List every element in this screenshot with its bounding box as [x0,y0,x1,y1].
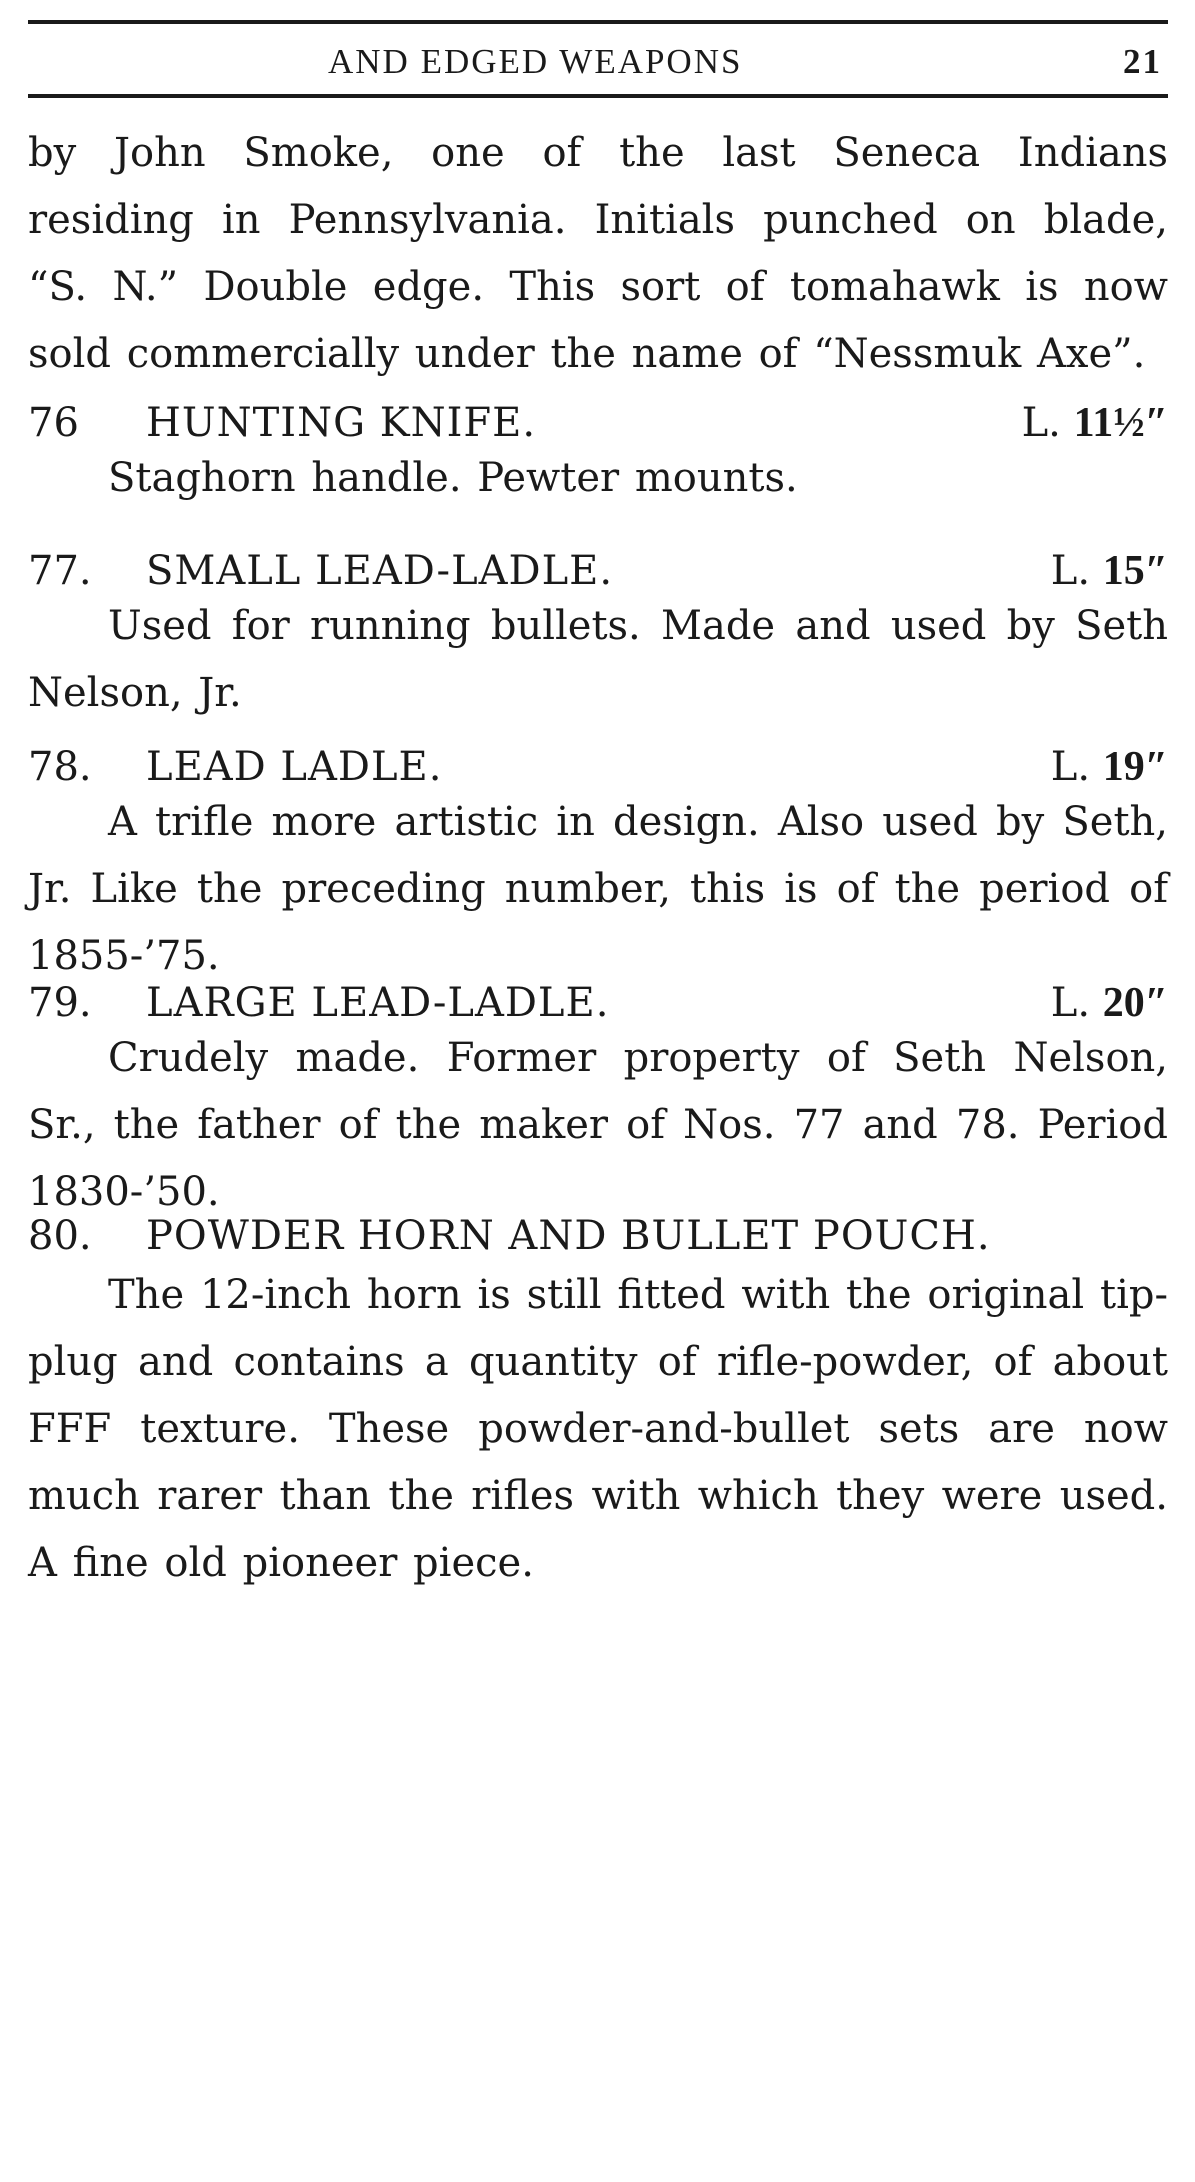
entry-heading [28,1203,1168,1270]
entry-number: 76 [28,400,79,446]
length-value: 19″ [1102,744,1168,790]
entry-description: Crudely made. Former property of Seth Nelson, Sr., the father of the maker of Nos. 77 and 78. Period 1830-’50. [28,1035,1168,1215]
entry-description: The 12-inch horn is still fitted with the original tip-plug and contains a quantity of rifle-powder, of about FFF texture. These powder-and-bullet sets are now much rarer than the rifles with which they were used. A fine old pioneer piece. [28,1272,1168,1586]
entry-name: LARGE LEAD-LADLE. [146,980,610,1026]
length-value: 11½″ [1073,400,1168,446]
length-value: 15″ [1102,548,1168,594]
entry-description: Staghorn handle. Pewter mounts. [108,455,798,501]
length-label: L. [1050,548,1091,594]
header-rule-top [28,20,1168,24]
length-label: L. [1050,744,1091,790]
entry-number: 78. [28,744,92,790]
entry-name: HUNTING KNIFE. [146,400,537,446]
book-page [28,0,1168,2182]
page-number: 21 [1123,42,1162,81]
entry-number: 77. [28,548,92,594]
intro-paragraph: by John Smoke, one of the last Seneca Indians residing in Pennsylvania. Initials punched on blade, “S. N.” Double edge. This sort of tomahawk is now sold commercially under the name of “Nessmuk Axe”. [28,130,1168,377]
header-rule-bottom [28,94,1168,98]
entry-description: Used for running bullets. Made and used by Seth Nelson, Jr. [28,603,1168,716]
entry-name: POWDER HORN AND BULLET POUCH. [146,1213,991,1259]
running-head-title: AND EDGED WEAPONS [328,42,743,81]
entry-number: 79. [28,980,92,1026]
entry-number: 80. [28,1213,92,1259]
length-label: L. [1050,980,1091,1026]
running-head [28,38,1168,86]
length-value: 20″ [1102,980,1168,1026]
length-label: L. [1021,400,1061,446]
entry-name: SMALL LEAD-LADLE. [146,548,614,594]
entry-description: A trifle more artistic in design. Also used by Seth, Jr. Like the preceding number, this is of the period of 1855-’75. [28,799,1168,979]
entry-name: LEAD LADLE. [146,744,443,790]
